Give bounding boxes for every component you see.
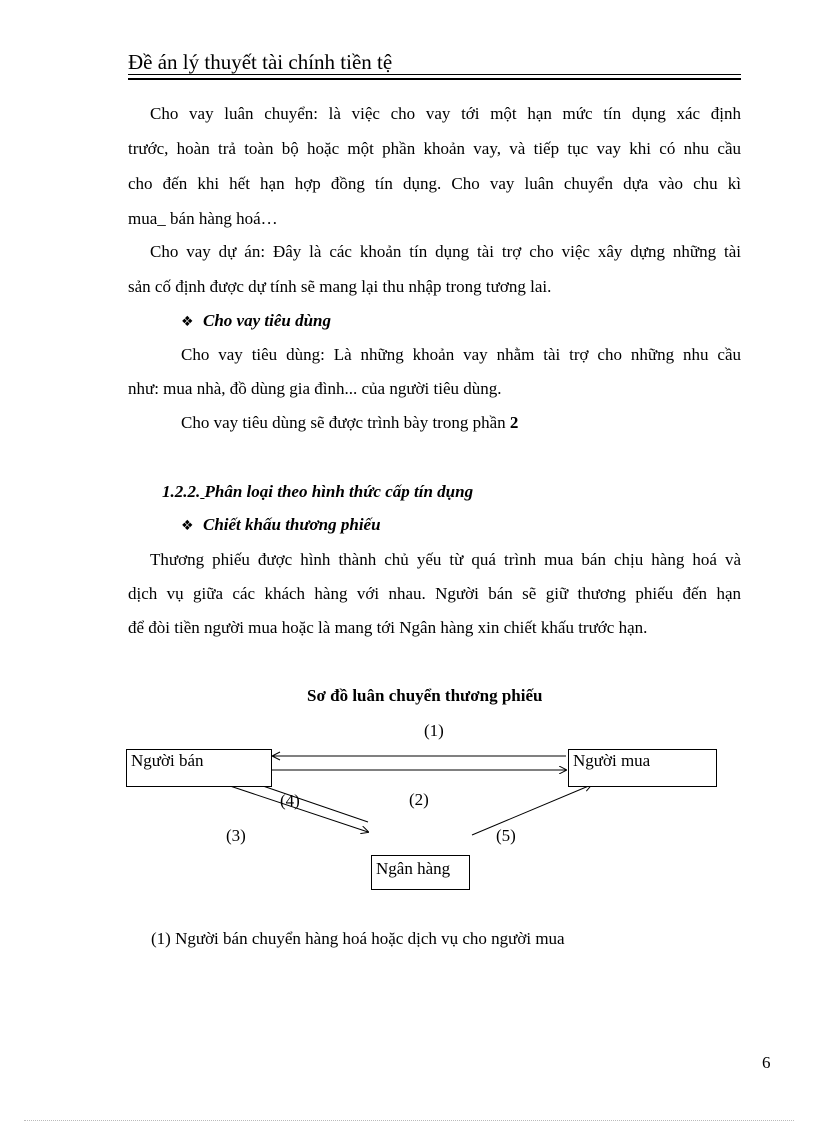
node-bank [371,855,470,890]
node-buyer [568,749,717,787]
paragraph-line: dịch vụ giữa các khách hàng với nhau. Người bán sẽ giữ thương phiếu đến hạn [128,584,741,603]
paragraph-line: mua_ bán hàng hoá… [128,209,278,228]
diamond-bullet-icon: ❖ [181,314,194,330]
node-bank-label: Ngân hàng [376,859,451,878]
paragraph-line: Thương phiếu được hình thành chủ yếu từ quá trình mua bán chịu hàng hoá và [150,550,741,569]
subheading-discount: ❖ Chiết khấu thương phiếu [181,515,381,534]
paragraph-line: để đòi tiền người mua hoặc là mang tới Ngân hàng xin chiết khấu trước hạn. [128,618,648,637]
arrow-label-4: (4) [280,791,300,810]
section-heading: 1.2.2. Phân loại theo hình thức cấp tín dụng [162,482,474,501]
node-seller [126,749,272,787]
page-bottom-border [24,1120,794,1121]
node-seller-label: Người bán [131,751,204,770]
arrow-label-1: (1) [424,721,444,740]
arrow-label-2: (2) [409,790,429,809]
paragraph-line: Cho vay luân chuyển: là việc cho vay tới một hạn mức tín dụng xác định [150,104,741,123]
arrow-5 [472,785,591,835]
arrow-label-5: (5) [496,826,516,845]
paragraph-line: Cho vay tiêu dùng sẽ được trình bày trong phần 2 [181,413,519,432]
page-number: 6 [762,1053,771,1072]
legend-item-1: (1) Người bán chuyển hàng hoá hoặc dịch vụ cho người mua [151,929,565,948]
paragraph-line: trước, hoàn trả toàn bộ hoặc một phần khoản vay, và tiếp tục vay khi có nhu cầu [128,139,741,158]
paragraph-line: Cho vay tiêu dùng: Là những khoản vay nhằm tài trợ cho những nhu cầu [181,345,741,364]
paragraph-line: Cho vay dự án: Đây là các khoản tín dụng tài trợ cho việc xây dựng những tài [150,242,741,261]
diamond-bullet-icon: ❖ [181,518,194,534]
diagram-title: Sơ đồ luân chuyển thương phiếu [307,686,543,705]
document-header: Đề án lý thuyết tài chính tiền tệ [128,50,393,74]
paragraph-line: như: mua nhà, đồ dùng gia đình... của người tiêu dùng. [128,379,502,398]
paragraph-line: sản cố định được dự tính sẽ mang lại thu nhập trong tương lai. [128,277,552,296]
subheading-consumer-loans: ❖ Cho vay tiêu dùng [181,311,331,330]
node-buyer-label: Người mua [573,751,651,770]
paragraph-line: cho đến khi hết hạn hợp đồng tín dụng. Cho vay luân chuyển dựa vào chu kì [128,174,741,193]
arrow-label-3: (3) [226,826,246,845]
